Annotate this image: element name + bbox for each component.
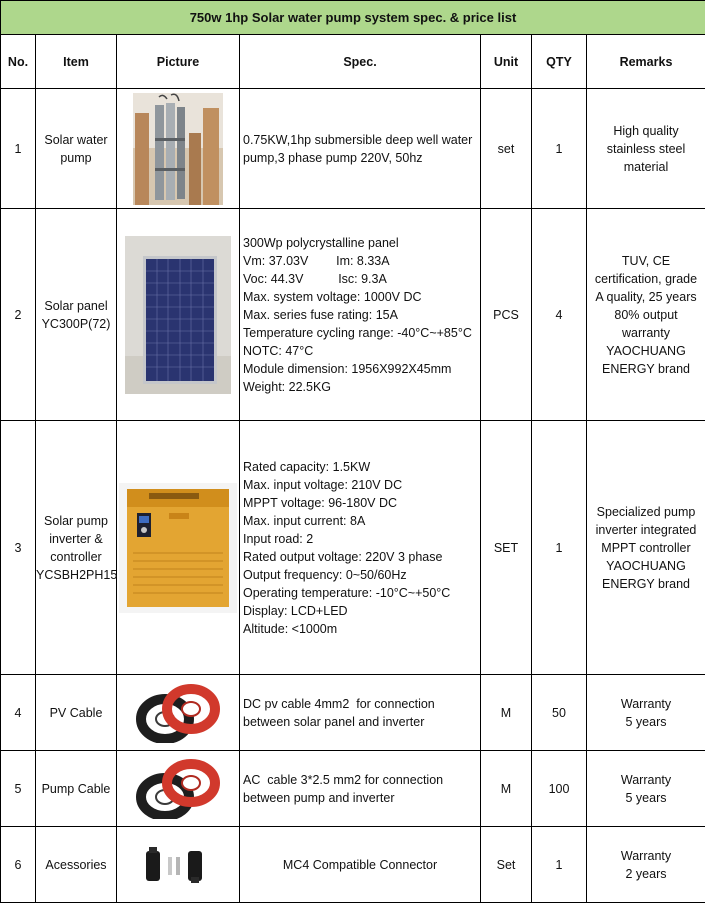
- row-qty: 100: [532, 751, 587, 827]
- row-qty: 1: [532, 421, 587, 675]
- remarks-line: TUV, CE: [621, 253, 671, 268]
- spec-line: Rated output voltage: 220V 3 phase: [243, 549, 443, 564]
- remarks-line: ENERGY brand: [601, 576, 690, 591]
- remarks-line: MPPT controller: [601, 540, 691, 555]
- table-row: [1, 675, 705, 751]
- row-unit: SET: [481, 421, 532, 675]
- table-row: [1, 751, 705, 827]
- header-row: [1, 35, 705, 89]
- remarks-line: stainless steel: [606, 141, 686, 156]
- header-qty: QTY: [532, 35, 587, 89]
- header-item: Item: [36, 35, 117, 89]
- row-picture: [117, 827, 240, 903]
- remarks-line: 5 years: [625, 790, 667, 805]
- spec-line: Max. series fuse rating: 15A: [243, 307, 398, 322]
- row-item: [36, 827, 117, 903]
- row-item: [36, 89, 117, 209]
- spec-line: Module dimension: 1956X992X45mm: [243, 361, 452, 376]
- submersible-pump-photo: [133, 93, 223, 205]
- row-picture: [117, 751, 240, 827]
- row-picture: [117, 421, 240, 675]
- spec-line: NOTC: 47°C: [243, 343, 314, 358]
- row-no: 1: [1, 89, 36, 209]
- remarks-line: Warranty: [620, 848, 672, 863]
- remarks-line: 2 years: [625, 866, 667, 881]
- remarks-line: material: [623, 159, 669, 174]
- item-line: Solar pump: [44, 513, 108, 528]
- row-unit: PCS: [481, 209, 532, 421]
- spec-line: Temperature cycling range: -40°C~+85°C: [243, 325, 472, 340]
- row-qty: 50: [532, 675, 587, 751]
- remarks-line: ENERGY brand: [601, 361, 690, 376]
- pv-cable-photo: [135, 683, 221, 743]
- pump-inverter-photo: [119, 483, 237, 613]
- row-no: 4: [1, 675, 36, 751]
- mc4-connector-photo: [138, 843, 218, 887]
- row-no: 3: [1, 421, 36, 675]
- spec-line: Max. input current: 8A: [243, 513, 366, 528]
- spec-line: 300Wp polycrystalline panel: [243, 235, 399, 250]
- spec-line: Voc: 44.3V Isc: 9.3A: [243, 271, 387, 286]
- remarks-line: High quality: [613, 123, 679, 138]
- row-qty: 1: [532, 89, 587, 209]
- row-qty: 4: [532, 209, 587, 421]
- spec-line: DC pv cable 4mm2 for connection: [243, 696, 435, 711]
- remarks-line: warranty: [622, 325, 670, 340]
- header-no: No.: [1, 35, 36, 89]
- spec-line: between solar panel and inverter: [243, 714, 425, 729]
- remarks-line: 80% output: [614, 307, 678, 322]
- spec-line: Max. input voltage: 210V DC: [243, 477, 403, 492]
- row-unit: M: [481, 675, 532, 751]
- spec-line: MC4 Compatible Connector: [282, 857, 438, 872]
- row-remarks: [587, 675, 705, 751]
- item-line: YCSBH2PH15: [36, 567, 118, 582]
- row-spec: [240, 421, 481, 675]
- remarks-line: certification, grade: [594, 271, 698, 286]
- row-remarks: [587, 209, 705, 421]
- spec-line: AC cable 3*2.5 mm2 for connection: [243, 772, 444, 787]
- row-spec: [240, 209, 481, 421]
- remarks-line: Specialized pump: [596, 504, 696, 519]
- spec-line: pump,3 phase pump 220V, 50hz: [243, 150, 423, 165]
- spec-line: Output frequency: 0~50/60Hz: [243, 567, 407, 582]
- spec-line: Altitude: <1000m: [243, 621, 338, 636]
- row-remarks: [587, 827, 705, 903]
- spec-line: 0.75KW,1hp submersible deep well water: [243, 132, 473, 147]
- row-qty: 1: [532, 827, 587, 903]
- spec-line: Weight: 22.5KG: [243, 379, 332, 394]
- row-item: [36, 209, 117, 421]
- row-spec: [240, 675, 481, 751]
- table-row: [1, 209, 705, 421]
- spec-line: Display: LCD+LED: [243, 603, 348, 618]
- row-no: 2: [1, 209, 36, 421]
- item-line: Solar panel: [44, 298, 108, 313]
- remarks-line: 5 years: [625, 714, 667, 729]
- row-picture: [117, 209, 240, 421]
- spec-line: Operating temperature: -10°C~+50°C: [243, 585, 451, 600]
- spec-line: MPPT voltage: 96-180V DC: [243, 495, 398, 510]
- spec-line: Rated capacity: 1.5KW: [243, 459, 371, 474]
- spec-line: Max. system voltage: 1000V DC: [243, 289, 422, 304]
- remarks-line: inverter integrated: [595, 522, 697, 537]
- table-title: 750w 1hp Solar water pump system spec. & price list: [1, 1, 705, 35]
- table-row: [1, 827, 705, 903]
- item-line: pump: [60, 150, 92, 165]
- row-unit: set: [481, 89, 532, 209]
- pump-cable-photo: [135, 759, 221, 819]
- remarks-line: Warranty: [620, 696, 672, 711]
- item-line: inverter &: [49, 531, 103, 546]
- row-picture: [117, 89, 240, 209]
- row-spec: [240, 89, 481, 209]
- header-spec: Spec.: [240, 35, 481, 89]
- row-remarks: [587, 421, 705, 675]
- row-unit: Set: [481, 827, 532, 903]
- remarks-line: Warranty: [620, 772, 672, 787]
- remarks-line: YAOCHUANG: [606, 558, 686, 573]
- row-no: 6: [1, 827, 36, 903]
- header-remarks: Remarks: [587, 35, 705, 89]
- row-unit: M: [481, 751, 532, 827]
- item-line: YC300P(72): [41, 316, 111, 331]
- remarks-line: YAOCHUANG: [606, 343, 686, 358]
- item-line: Solar water: [44, 132, 108, 147]
- row-item: [36, 421, 117, 675]
- row-remarks: [587, 89, 705, 209]
- solar-panel-photo: [125, 236, 231, 394]
- row-spec: [240, 827, 481, 903]
- row-item: [36, 675, 117, 751]
- row-item: [36, 751, 117, 827]
- row-spec: [240, 751, 481, 827]
- item-line: PV Cable: [49, 705, 103, 720]
- item-line: controller: [50, 549, 102, 564]
- row-no: 5: [1, 751, 36, 827]
- header-unit: Unit: [481, 35, 532, 89]
- table-row: [1, 421, 705, 675]
- item-line: Acessories: [45, 857, 107, 872]
- spec-line: Input road: 2: [243, 531, 314, 546]
- row-picture: [117, 675, 240, 751]
- row-remarks: [587, 751, 705, 827]
- item-line: Pump Cable: [41, 781, 111, 796]
- spec-line: between pump and inverter: [243, 790, 395, 805]
- remarks-line: A quality, 25 years: [595, 289, 697, 304]
- header-picture: Picture: [117, 35, 240, 89]
- table-row: [1, 89, 705, 209]
- spec-line: Vm: 37.03V Im: 8.33A: [243, 253, 390, 268]
- title-row: [1, 1, 705, 35]
